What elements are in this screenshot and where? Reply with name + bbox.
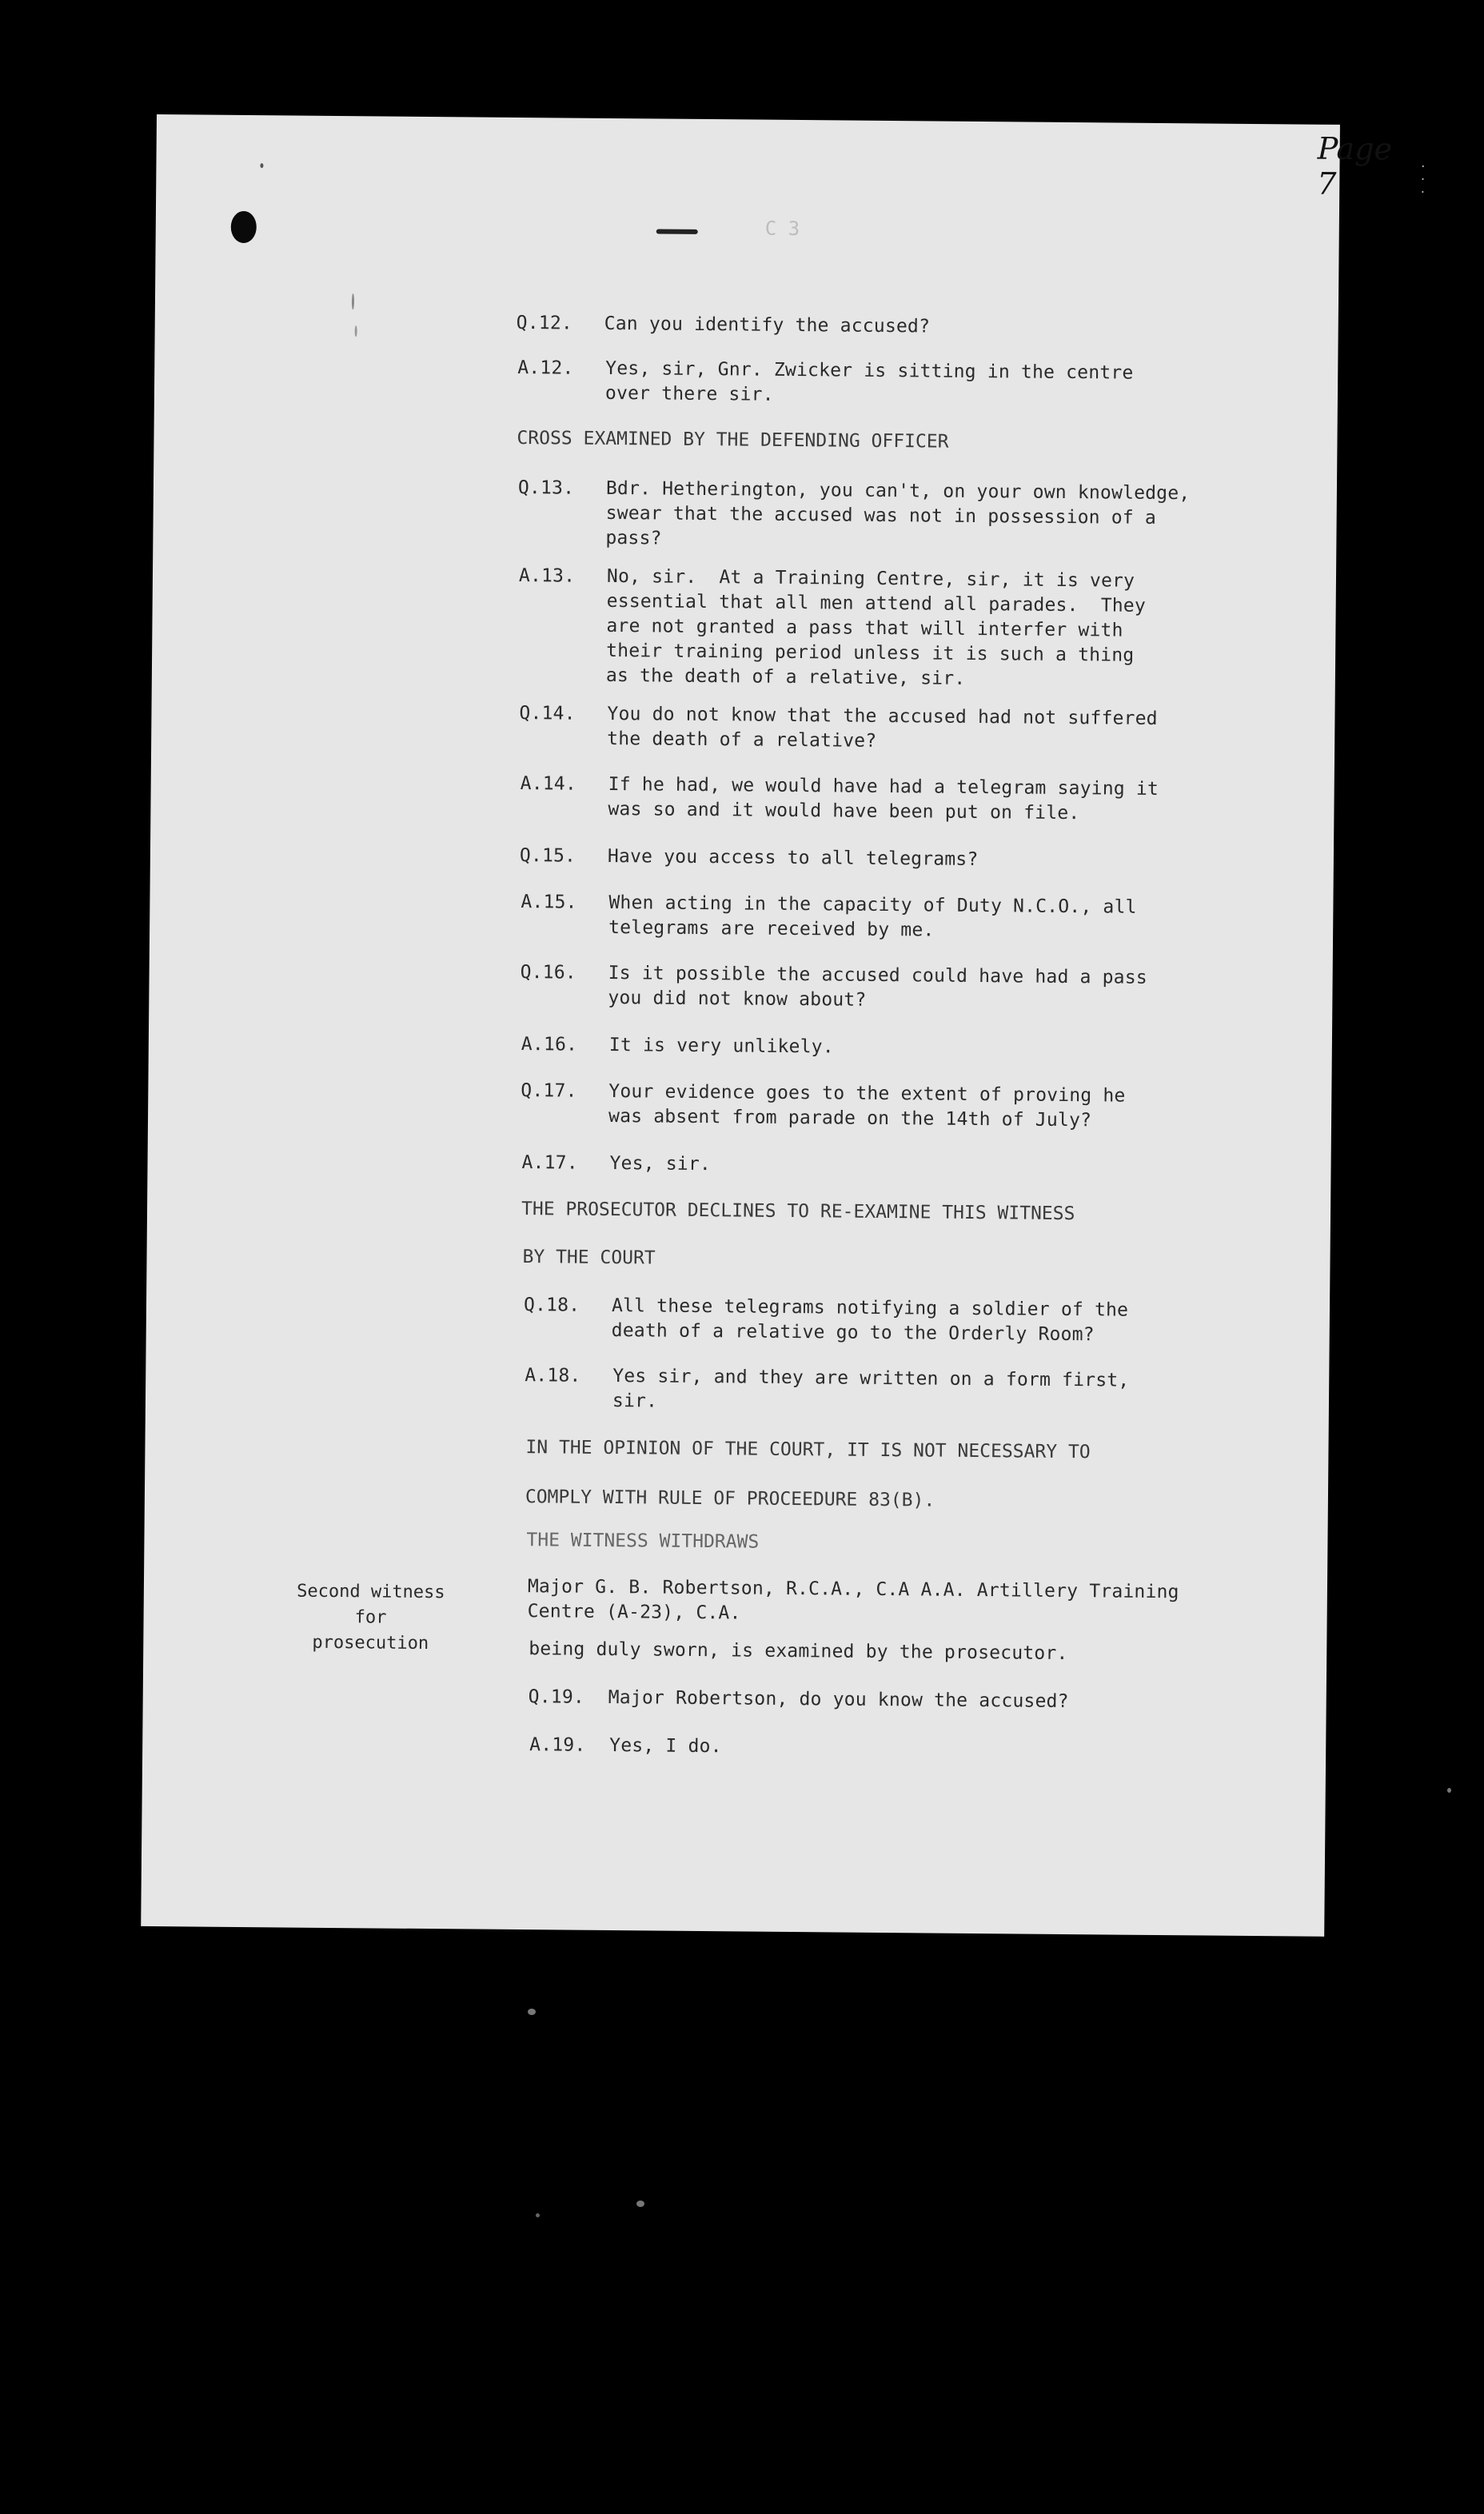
qa-label: Q.13. (517, 477, 575, 499)
qa-text: Have you access to all telegrams? (607, 845, 979, 871)
qa-text: When acting in the capacity of Duty N.C.O., all telegrams are received by me. (608, 892, 1137, 941)
qa-label: A.13. (518, 565, 576, 587)
document-page (141, 114, 1426, 1937)
punch-hole (231, 211, 257, 243)
qa-block (518, 564, 1147, 689)
qa-label: A.14. (520, 773, 577, 795)
margin-note-second-witness: Second witness for prosecution (297, 1581, 445, 1654)
qa-text: Your evidence goes to the extent of proving he was absent from parade on the 14th of July? (608, 1080, 1126, 1131)
qa-text: No, sir. At a Training Centre, sir, it is very essential that all men attend all parades. They are not granted a pass that will interfer with their training period unless it is such a thing as the death of a relative, sir. (605, 565, 1147, 689)
speck (355, 325, 357, 337)
qa-text: You do not know that the accused had not suffered the death of a relative? (607, 703, 1158, 752)
page-header-code: C 3 (764, 217, 800, 241)
speck (260, 163, 263, 168)
witness-sworn-line: being duly sworn, is examined by the prosecutor. (529, 1638, 1068, 1665)
heading-by-the-court: BY THE COURT (522, 1247, 656, 1269)
qa-text: Yes, sir, Gnr. Zwicker is sitting in the centre over there sir. (604, 357, 1134, 405)
qa-label: Q.17. (521, 1080, 577, 1102)
qa-text: Can you identify the accused? (604, 313, 931, 337)
heading-cross-examined: CROSS EXAMINED BY THE DEFENDING OFFICER (517, 427, 949, 453)
qa-label: A.19. (529, 1734, 586, 1756)
heading-prosecutor-declines: THE PROSECUTOR DECLINES TO RE-EXAMINE THIS WITNESS (521, 1199, 1075, 1225)
page-number: Page 7 (1317, 130, 1393, 202)
qa-block (529, 1733, 722, 1832)
qa-label: A.15. (521, 892, 577, 913)
speck (528, 2009, 536, 2015)
qa-label: A.16. (521, 1034, 578, 1055)
speck (636, 2201, 644, 2207)
qa-label: A.17. (521, 1152, 578, 1174)
qa-text: It is very unlikely. (608, 1034, 834, 1058)
qa-label: Q.19. (528, 1686, 585, 1708)
qa-label: Q.18. (523, 1295, 580, 1316)
qa-block (517, 476, 1191, 575)
speck (1447, 1788, 1451, 1793)
qa-text: Yes, sir. (609, 1152, 712, 1175)
qa-text: Yes, I do. (609, 1735, 722, 1758)
qa-label: Q.12. (516, 312, 573, 334)
qa-text: All these telegrams notifying a soldier of the death of a relative go to the Orderly Room? (611, 1295, 1129, 1346)
qa-text: Bdr. Hetherington, you can't, on your own knowledge, swear that the accused was not in possession of a pass? (605, 477, 1191, 549)
qa-text: Is it possible the accused could have had a pass you did not know about? (608, 962, 1148, 1011)
faint-stamp: · · · (1419, 160, 1426, 199)
qa-label: A.18. (525, 1365, 581, 1387)
speck (352, 293, 354, 309)
ink-dash-mark (656, 229, 698, 233)
qa-text: Major Robertson, do you know the accused? (608, 1687, 1069, 1713)
heading-comply-rule: COMPLY WITH RULE OF PROCEEDURE 83(B). (525, 1486, 935, 1511)
qa-label: A.12. (517, 357, 574, 379)
qa-label: Q.15. (519, 844, 576, 867)
qa-label: Q.14. (519, 702, 576, 724)
witness-name: Major G. B. Robertson, R.C.A., C.A A.A. Artillery Training Centre (A-23), C.A. (527, 1576, 1179, 1624)
qa-text: Yes sir, and they are written on a form first, sir. (612, 1366, 1130, 1412)
speck (536, 2213, 540, 2217)
heading-witness-withdraws: THE WITNESS WITHDRAWS (526, 1530, 760, 1553)
heading-court-opinion: IN THE OPINION OF THE COURT, IT IS NOT NECESSARY TO (525, 1437, 1091, 1463)
qa-text: If he had, we would have had a telegram saying it was so and it would have been put on file. (608, 773, 1159, 824)
qa-label: Q.16. (520, 962, 577, 984)
